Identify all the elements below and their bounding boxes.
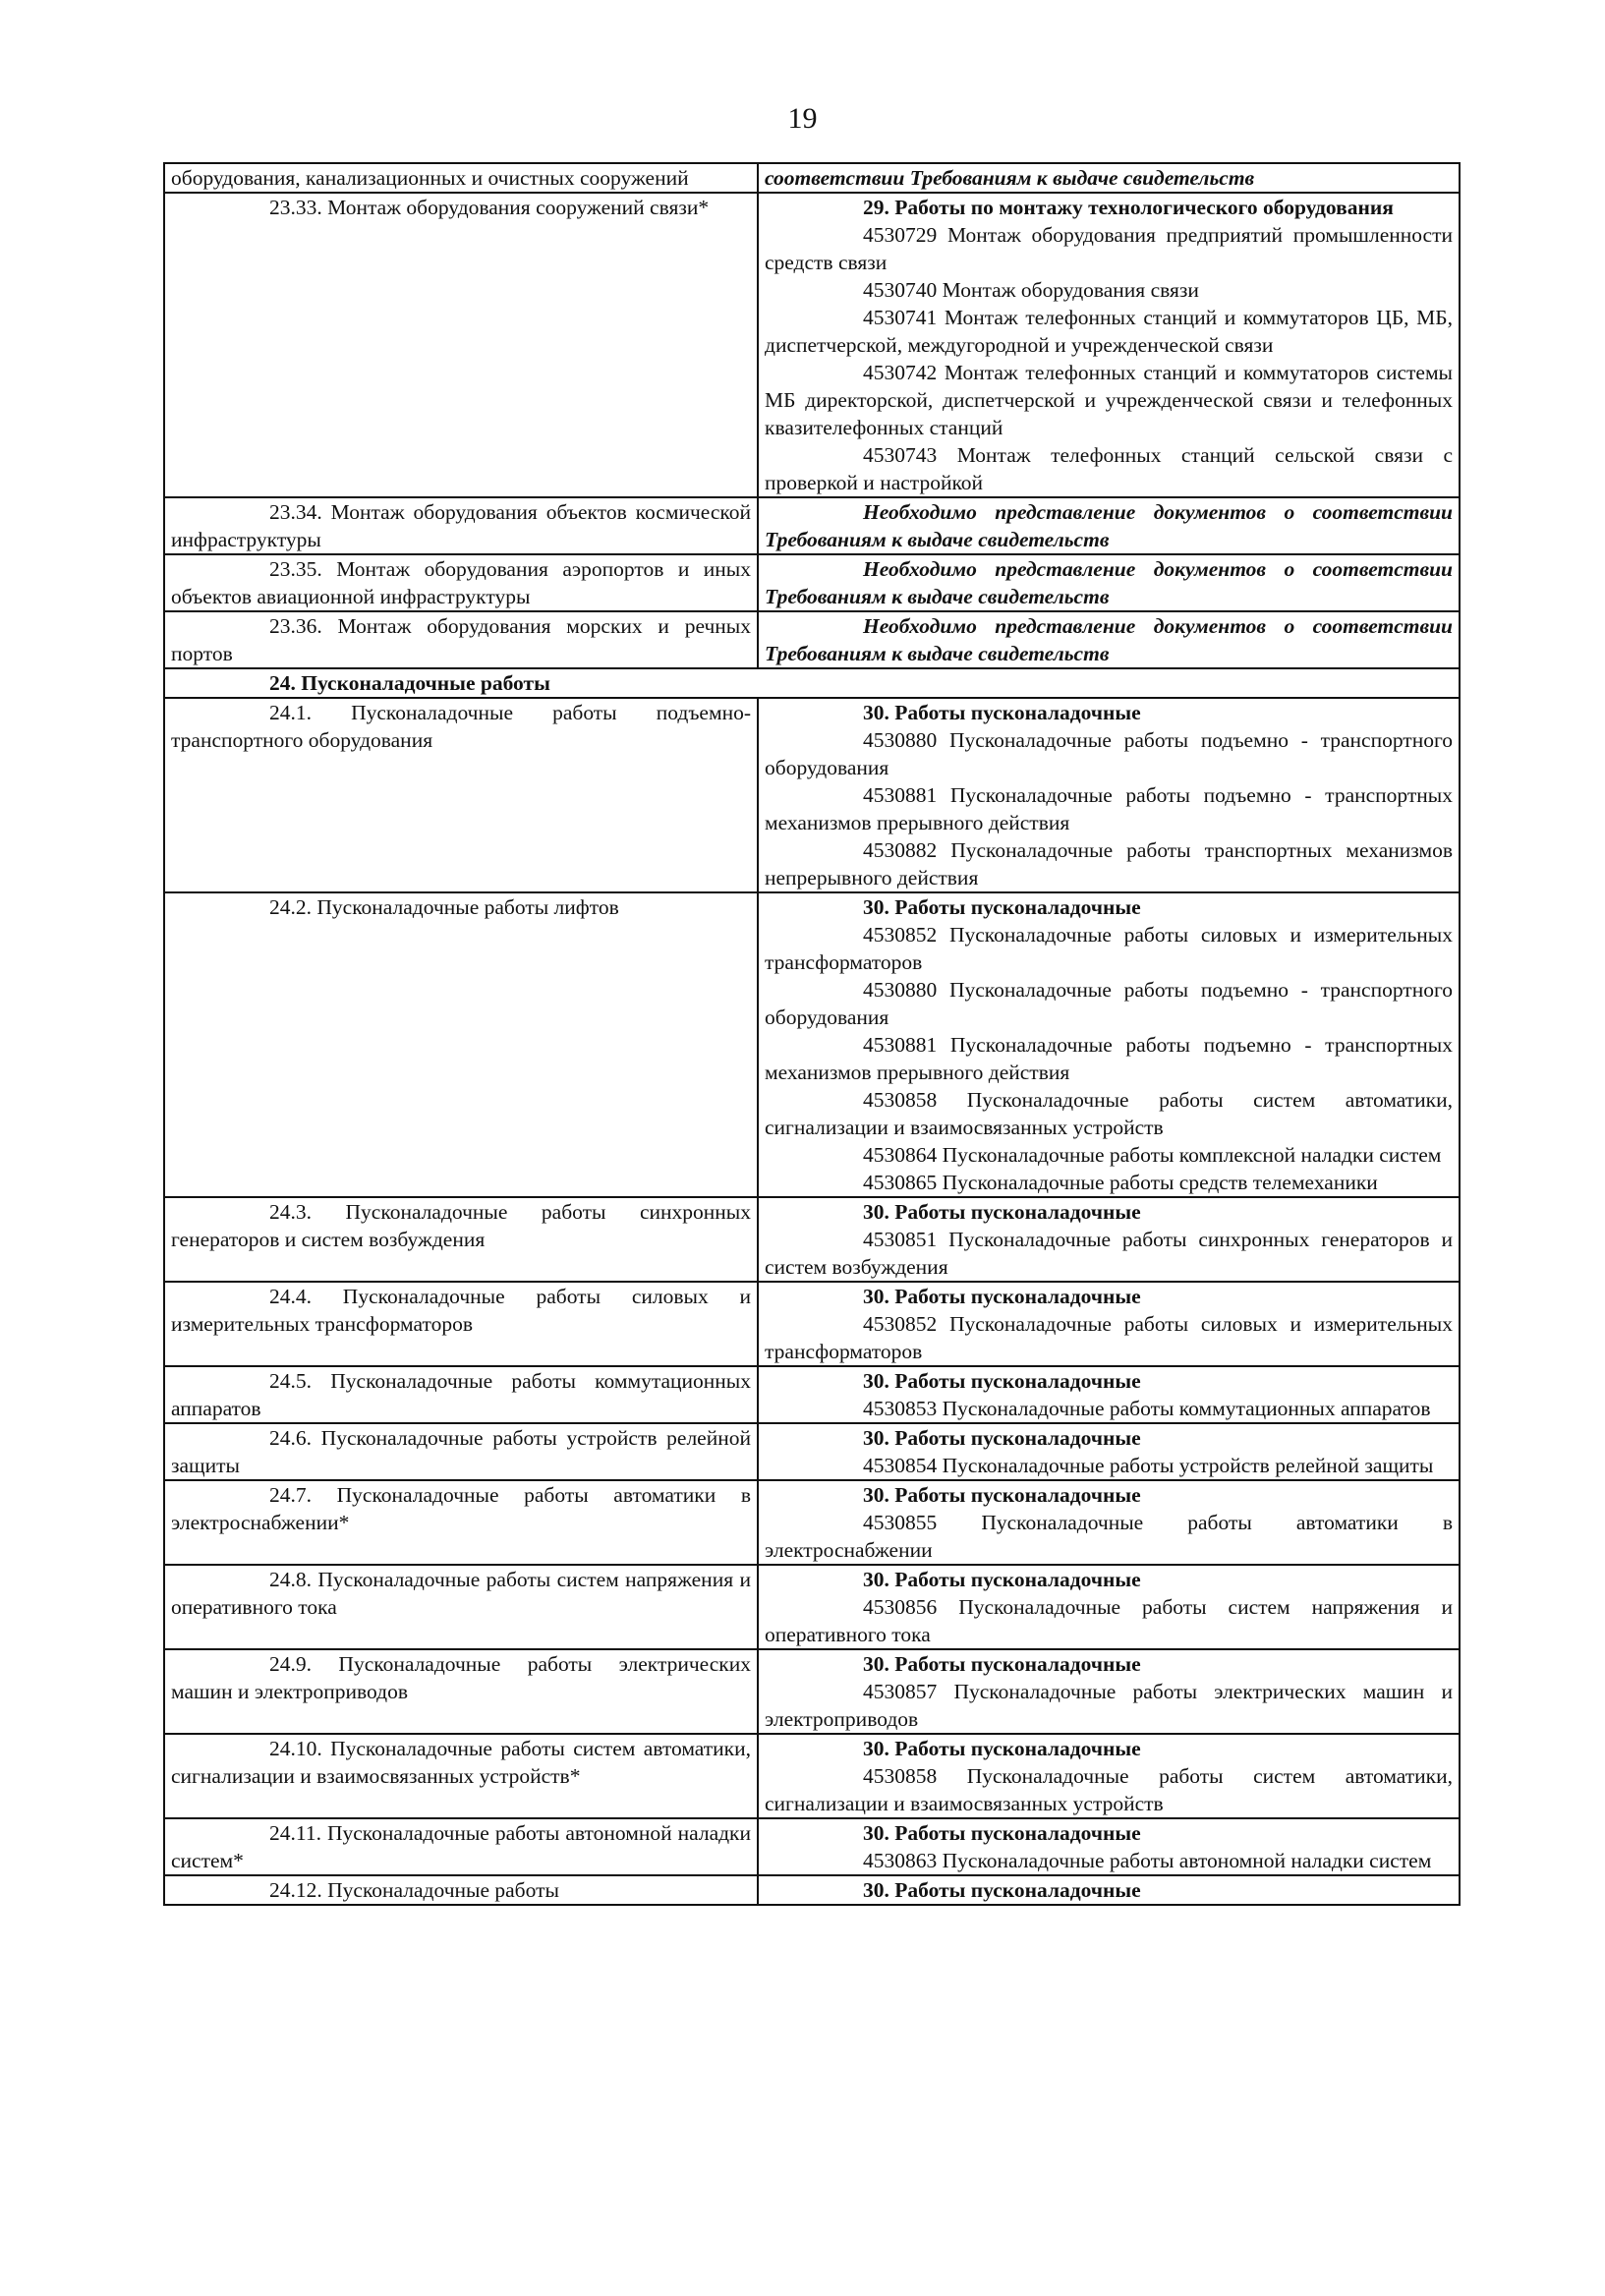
work-type-cell: 23.34. Монтаж оборудования объектов космической инфраструктуры <box>164 497 758 554</box>
classifier-cell <box>758 892 1460 1197</box>
classifier-item: 4530863 Пусконаладочные работы автономной наладки систем <box>863 1849 1432 1872</box>
table-row <box>164 1366 1460 1423</box>
classifier-item: 4530729 Монтаж оборудования предприятий промышленности средств связи <box>765 223 1453 274</box>
table-row <box>164 497 1460 554</box>
table-row <box>164 1197 1460 1282</box>
classifier-item: 4530852 Пусконаладочные работы силовых и измерительных трансформаторов <box>765 1312 1453 1363</box>
classifier-cell <box>758 1282 1460 1366</box>
table-row <box>164 193 1460 497</box>
work-type-cell: 24.8. Пусконаладочные работы систем напряжения и оперативного тока <box>164 1565 758 1649</box>
classifier-item: 4530852 Пусконаладочные работы силовых и измерительных трансформаторов <box>765 923 1453 974</box>
classifier-item: 4530743 Монтаж телефонных станций сельской связи с проверкой и настройкой <box>765 443 1453 494</box>
classifier-heading: 30. Работы пусконаладочные <box>863 1652 1141 1676</box>
classifier-cell <box>758 1875 1460 1905</box>
work-type-cell: 24.11. Пусконаладочные работы автономной наладки систем* <box>164 1818 758 1875</box>
page-number: 19 <box>787 102 818 135</box>
table-row <box>164 1818 1460 1875</box>
work-type-cell: 24.2. Пусконаладочные работы лифтов <box>164 892 758 1197</box>
classifier-heading: 30. Работы пусконаладочные <box>863 1878 1141 1902</box>
work-type-cell: 23.33. Монтаж оборудования сооружений связи* <box>164 193 758 497</box>
classifier-heading: 30. Работы пусконаладочные <box>863 701 1141 724</box>
classifier-heading: 30. Работы пусконаладочные <box>863 1821 1141 1845</box>
table-row <box>164 1480 1460 1565</box>
work-type-cell: 23.36. Монтаж оборудования морских и речных портов <box>164 611 758 668</box>
classifier-item: 4530854 Пусконаладочные работы устройств релейной защиты <box>863 1454 1434 1477</box>
table-row <box>164 1423 1460 1480</box>
table-row <box>164 1282 1460 1366</box>
classifier-cell <box>758 1649 1460 1734</box>
work-type-cell: 24.12. Пусконаладочные работы <box>164 1875 758 1905</box>
classifier-cell <box>758 611 1460 668</box>
classifier-cell <box>758 1734 1460 1818</box>
classifier-heading: 30. Работы пусконаладочные <box>863 1369 1141 1393</box>
table-row <box>164 1565 1460 1649</box>
classifier-heading: 30. Работы пусконаладочные <box>863 1285 1141 1308</box>
work-type-cell: 24.7. Пусконаладочные работы автоматики в электроснабжении* <box>164 1480 758 1565</box>
work-type-cell: оборудования, канализационных и очистных сооружений <box>164 163 758 193</box>
requirement-note: Необходимо представление документов о соответствии Требованиям к выдаче свидетельств <box>765 614 1453 665</box>
classifier-cell <box>758 1423 1460 1480</box>
classifier-item: 4530853 Пусконаладочные работы коммутационных аппаратов <box>863 1397 1431 1420</box>
classifier-cell <box>758 1818 1460 1875</box>
classifier-item: 4530880 Пусконаладочные работы подъемно - транспортного оборудования <box>765 978 1453 1029</box>
classifier-item: 4530857 Пусконаладочные работы электрических машин и электроприводов <box>765 1680 1453 1731</box>
work-type-cell: 24.10. Пусконаладочные работы систем автоматики, сигнализации и взаимосвязанных устройств* <box>164 1734 758 1818</box>
work-type-cell: 24.5. Пусконаладочные работы коммутационных аппаратов <box>164 1366 758 1423</box>
work-type-cell: 24.9. Пусконаладочные работы электрических машин и электроприводов <box>164 1649 758 1734</box>
classifier-item: 4530858 Пусконаладочные работы систем автоматики, сигнализации и взаимосвязанных устройств <box>765 1088 1453 1139</box>
classifier-cell <box>758 698 1460 892</box>
table-row <box>164 1734 1460 1818</box>
classifier-item: 4530851 Пусконаладочные работы синхронных генераторов и систем возбуждения <box>765 1228 1453 1279</box>
classifier-item: 4530881 Пусконаладочные работы подъемно - транспортных механизмов прерывного действия <box>765 1033 1453 1084</box>
table-row <box>164 1649 1460 1734</box>
table-row <box>164 1875 1460 1905</box>
work-type-cell: 23.35. Монтаж оборудования аэропортов и иных объектов авиационной инфраструктуры <box>164 554 758 611</box>
classifier-heading: 30. Работы пусконаладочные <box>863 1200 1141 1224</box>
classifier-heading: 29. Работы по монтажу технологического оборудования <box>863 196 1394 219</box>
requirement-note: Необходимо представление документов о соответствии Требованиям к выдаче свидетельств <box>765 557 1453 608</box>
classifier-heading: 30. Работы пусконаладочные <box>863 1426 1141 1450</box>
classifier-item: 4530865 Пусконаладочные работы средств телемеханики <box>863 1171 1378 1194</box>
classifier-heading: 30. Работы пусконаладочные <box>863 1568 1141 1591</box>
table-row <box>164 611 1460 668</box>
work-type-cell: 24.1. Пусконаладочные работы подъемно-транспортного оборудования <box>164 698 758 892</box>
classifier-heading: 30. Работы пусконаладочные <box>863 1483 1141 1507</box>
table-row <box>164 668 1460 698</box>
classifier-item: 4530740 Монтаж оборудования связи <box>863 278 1199 302</box>
classifier-cell <box>758 1565 1460 1649</box>
classifier-item: 4530858 Пусконаладочные работы систем автоматики, сигнализации и взаимосвязанных устройств <box>765 1764 1453 1815</box>
classifier-item: 4530855 Пусконаладочные работы автоматики в электроснабжении <box>765 1511 1453 1562</box>
classifier-item: 4530882 Пусконаладочные работы транспортных механизмов непрерывного действия <box>765 838 1453 890</box>
classifier-cell <box>758 554 1460 611</box>
work-type-cell: 24.6. Пусконаладочные работы устройств релейной защиты <box>164 1423 758 1480</box>
table-row <box>164 554 1460 611</box>
classifier-cell <box>758 163 1460 193</box>
classifier-cell <box>758 193 1460 497</box>
classifier-item: 4530864 Пусконаладочные работы комплексной наладки систем <box>863 1143 1442 1167</box>
classifier-item: 4530856 Пусконаладочные работы систем напряжения и оперативного тока <box>765 1595 1453 1646</box>
table-row <box>164 892 1460 1197</box>
work-type-cell: 24.3. Пусконаладочные работы синхронных генераторов и систем возбуждения <box>164 1197 758 1282</box>
classifier-cell <box>758 1366 1460 1423</box>
classifier-cell <box>758 1197 1460 1282</box>
requirement-note: Необходимо представление документов о соответствии Требованиям к выдаче свидетельств <box>765 500 1453 551</box>
table-row <box>164 163 1460 193</box>
requirement-note: соответствии Требованиям к выдаче свидетельств <box>765 166 1255 190</box>
classifier-item: 4530741 Монтаж телефонных станций и коммутаторов ЦБ, МБ, диспетчерской, междугородной и учрежденческой связи <box>765 306 1453 357</box>
classifier-cell <box>758 497 1460 554</box>
classifier-cell <box>758 1480 1460 1565</box>
classifier-heading: 30. Работы пусконаладочные <box>863 895 1141 919</box>
work-type-cell: 24.4. Пусконаладочные работы силовых и измерительных трансформаторов <box>164 1282 758 1366</box>
section-heading: 24. Пусконаладочные работы <box>164 668 1460 698</box>
classifier-heading: 30. Работы пусконаладочные <box>863 1737 1141 1760</box>
table-row <box>164 698 1460 892</box>
classifier-item: 4530742 Монтаж телефонных станций и коммутаторов системы МБ директорской, диспетчерской и учрежденческой связи и телефонных квазителефонных станций <box>765 361 1453 439</box>
classifier-item: 4530881 Пусконаладочные работы подъемно - транспортных механизмов прерывного действия <box>765 783 1453 834</box>
works-table <box>163 162 1461 1906</box>
classifier-item: 4530880 Пусконаладочные работы подъемно - транспортного оборудования <box>765 728 1453 779</box>
